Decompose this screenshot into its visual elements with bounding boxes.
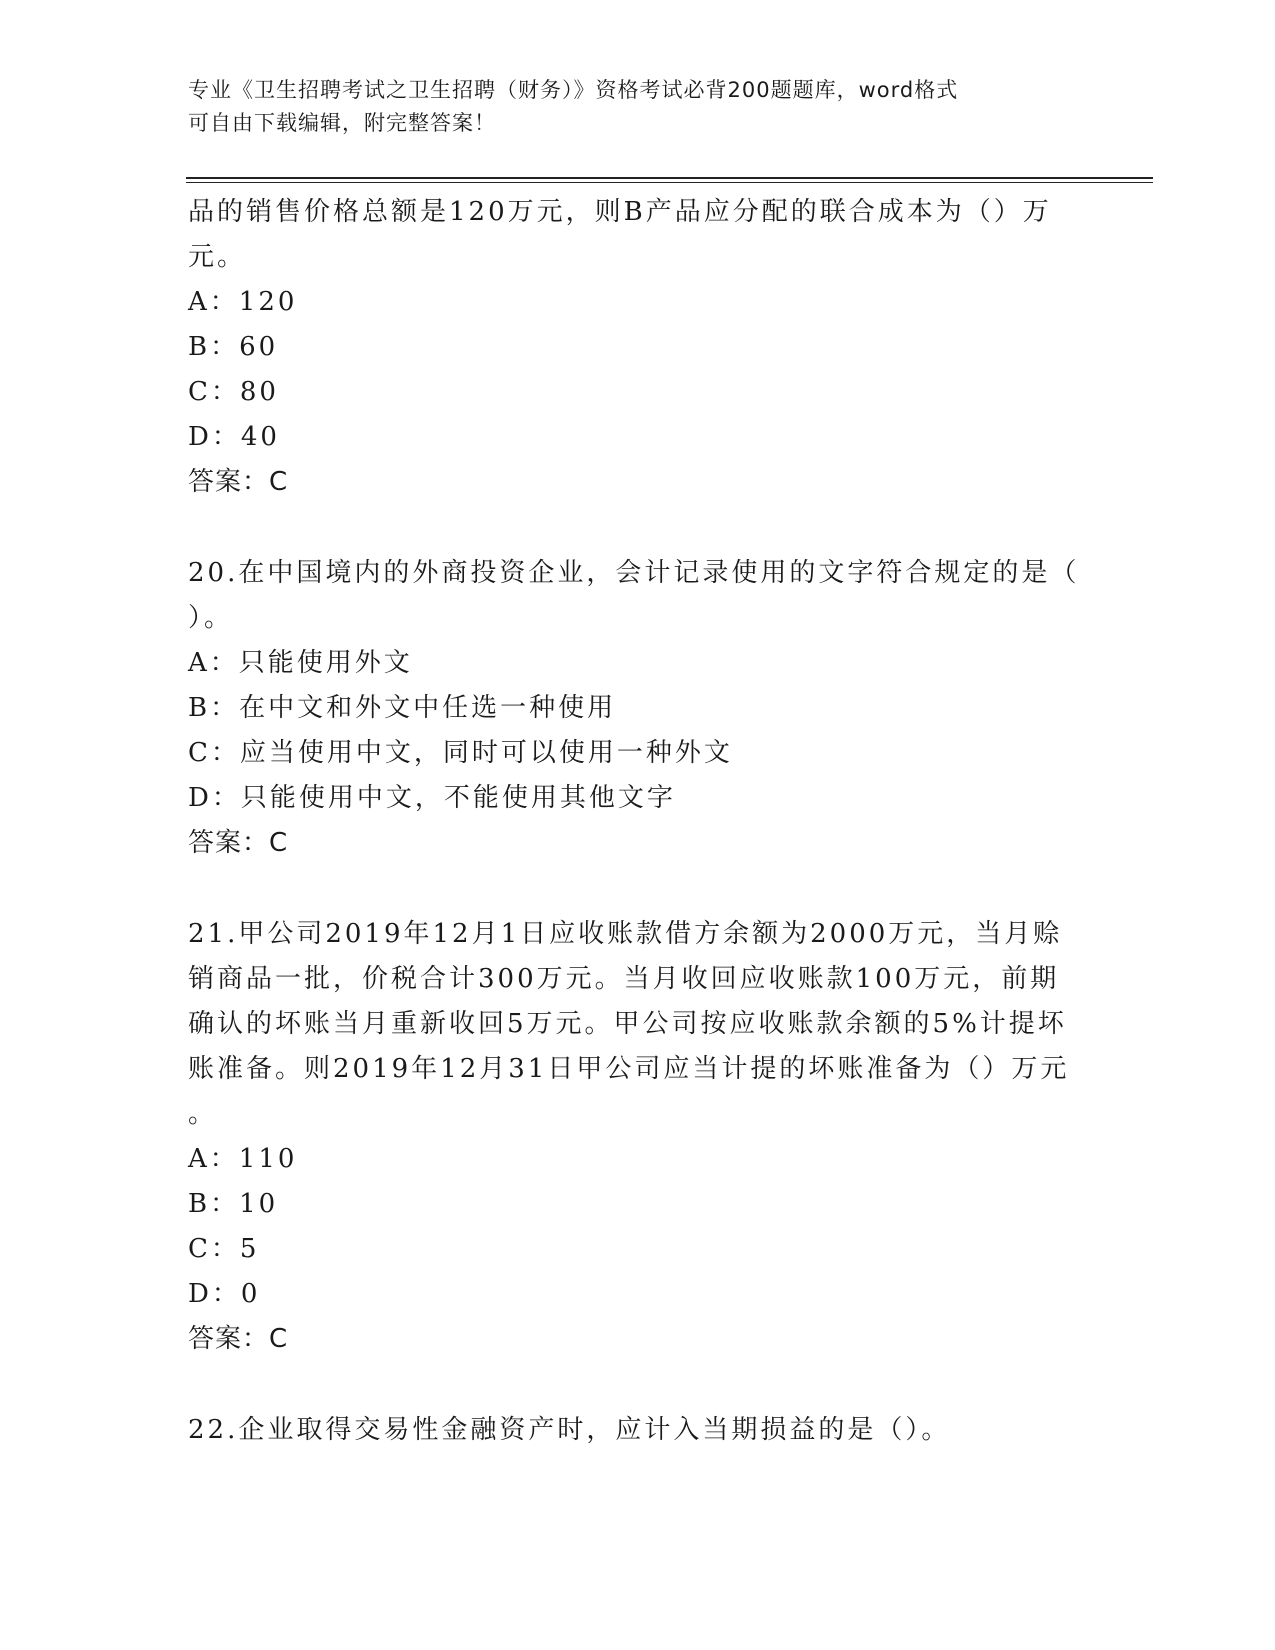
option-d: D：0 — [188, 1279, 261, 1309]
option-c: C：5 — [188, 1234, 260, 1264]
answer: 答案：C — [188, 1324, 289, 1354]
answer: 答案：C — [188, 828, 289, 858]
header-line-1: 专业《卫生招聘考试之卫生招聘（财务）》资格考试必背200题题库，word格式 — [188, 78, 959, 102]
option-c: C：应当使用中文，同时可以使用一种外文 — [188, 738, 733, 768]
question-20 — [188, 551, 1088, 866]
option-c: C：80 — [188, 377, 279, 407]
spacer — [188, 866, 1088, 912]
document-body — [188, 190, 1088, 1453]
question-stem: 品的销售价格总额是120万元，则B产品应分配的联合成本为（）万 — [188, 197, 1052, 227]
option-b: B：60 — [188, 332, 279, 362]
question-stem: 20.在中国境内的外商投资企业，会计记录使用的文字符合规定的是（ — [188, 558, 1080, 588]
spacer — [188, 1362, 1088, 1408]
question-stem: 确认的坏账当月重新收回5万元。甲公司按应收账款余额的5%计提坏 — [188, 1009, 1067, 1039]
question-stem: 元。 — [188, 242, 247, 272]
question-stem: 22.企业取得交易性金融资产时，应计入当期损益的是（）。 — [188, 1415, 951, 1445]
question-stem: 销商品一批，价税合计300万元。当月收回应收账款100万元，前期 — [188, 964, 1060, 994]
header-rule-thin — [186, 182, 1153, 183]
option-d: D：40 — [188, 422, 280, 452]
spacer — [188, 505, 1088, 551]
question-21 — [188, 912, 1088, 1362]
question-stem: 。 — [188, 1099, 218, 1129]
header-rule-thick — [186, 177, 1153, 179]
question-stem: 21.甲公司2019年12月1日应收账款借方余额为2000万元，当月赊 — [188, 919, 1063, 949]
question-22 — [188, 1408, 1088, 1453]
option-a: A：110 — [188, 1144, 298, 1174]
question-stem: ）。 — [188, 603, 234, 633]
option-b: B：10 — [188, 1189, 279, 1219]
option-a: A：120 — [188, 287, 298, 317]
document-header — [188, 74, 1068, 140]
question-stem: 账准备。则2019年12月31日甲公司应当计提的坏账准备为（）万元 — [188, 1054, 1070, 1084]
question-19 — [188, 190, 1088, 505]
option-d: D：只能使用中文，不能使用其他文字 — [188, 783, 676, 813]
option-a: A：只能使用外文 — [188, 648, 413, 678]
option-b: B：在中文和外文中任选一种使用 — [188, 693, 617, 723]
answer: 答案：C — [188, 467, 289, 497]
header-line-2: 可自由下载编辑，附完整答案！ — [188, 111, 496, 135]
